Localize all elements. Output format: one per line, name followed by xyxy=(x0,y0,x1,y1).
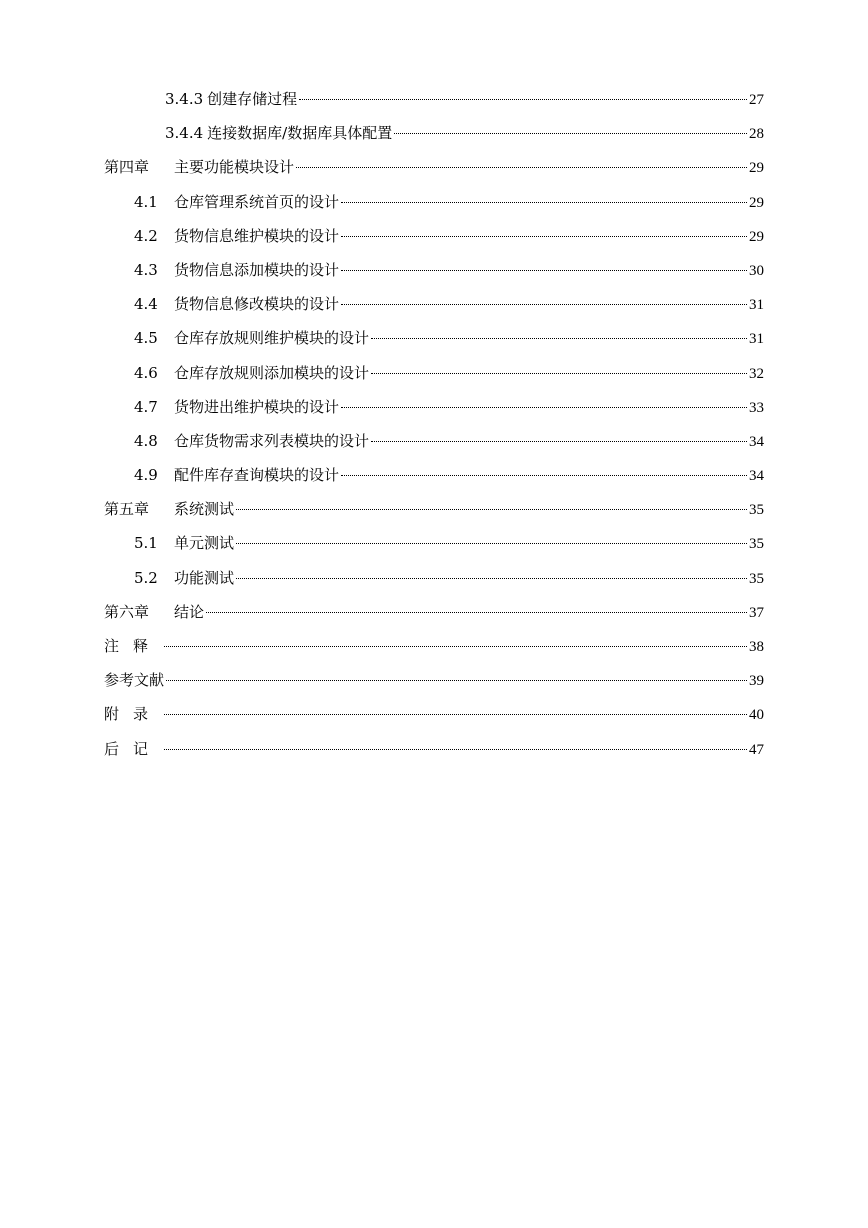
toc-entry-notes[interactable] xyxy=(104,634,764,668)
toc-entry-number: 4.7 xyxy=(134,397,158,416)
dot-leader xyxy=(206,612,747,613)
toc-entry-3-4-4[interactable] xyxy=(104,121,764,155)
toc-entry-4-5[interactable] xyxy=(104,326,764,360)
toc-entry-title: 注释 xyxy=(104,637,163,655)
toc-entry-title: 仓库管理系统首页的设计 xyxy=(174,192,340,211)
toc-entry-title: 连接数据库/数据库具体配置 xyxy=(207,124,393,143)
toc-entry-page: 27 xyxy=(749,92,764,108)
dot-leader xyxy=(371,338,747,339)
toc-entry-title: 结论 xyxy=(174,602,205,621)
toc-entry-number: 5.1 xyxy=(134,534,158,553)
dot-leader xyxy=(299,99,747,100)
toc-entry-number: 第六章 xyxy=(104,602,150,621)
toc-entry-3-4-3[interactable] xyxy=(104,87,764,121)
dot-leader xyxy=(296,167,747,168)
toc-entry-number: 第四章 xyxy=(104,158,150,177)
dot-leader xyxy=(371,373,747,374)
toc-entry-number: 3.4.4 xyxy=(165,124,204,143)
dot-leader xyxy=(341,407,747,408)
table-of-contents xyxy=(104,87,764,771)
toc-entry-number: 4.6 xyxy=(134,363,158,382)
toc-entry-number: 4.4 xyxy=(134,295,158,314)
toc-entry-page: 47 xyxy=(749,741,764,758)
toc-entry-page: 32 xyxy=(749,365,764,382)
toc-entry-title: 仓库存放规则维护模块的设计 xyxy=(174,329,370,348)
dot-leader xyxy=(371,441,747,442)
dot-leader xyxy=(236,543,747,544)
toc-entry-title: 仓库存放规则添加模块的设计 xyxy=(174,363,370,382)
toc-entry-number: 3.4.3 xyxy=(165,90,204,108)
toc-entry-number: 第五章 xyxy=(104,500,150,519)
toc-entry-4-6[interactable] xyxy=(104,361,764,395)
toc-entry-references[interactable] xyxy=(104,668,764,702)
toc-entry-appendix[interactable] xyxy=(104,702,764,736)
toc-entry-chapter-6[interactable] xyxy=(104,600,764,634)
toc-entry-title: 系统测试 xyxy=(174,500,235,519)
toc-entry-4-2[interactable] xyxy=(104,224,764,258)
dot-leader xyxy=(341,236,747,237)
toc-entry-title: 主要功能模块设计 xyxy=(174,158,295,177)
toc-entry-title: 配件库存查询模块的设计 xyxy=(174,466,340,485)
toc-entry-chapter-5[interactable] xyxy=(104,497,764,531)
toc-entry-title: 货物信息维护模块的设计 xyxy=(174,226,340,245)
toc-entry-4-1[interactable] xyxy=(104,190,764,224)
toc-entry-page: 31 xyxy=(749,297,764,314)
toc-entry-page: 29 xyxy=(749,228,764,245)
toc-entry-4-9[interactable] xyxy=(104,463,764,497)
toc-entry-4-4[interactable] xyxy=(104,292,764,326)
dot-leader xyxy=(236,578,747,579)
toc-entry-title: 单元测试 xyxy=(174,534,235,553)
toc-entry-number: 4.2 xyxy=(134,226,158,245)
toc-entry-number: 4.8 xyxy=(134,431,158,450)
dot-leader xyxy=(341,304,747,305)
toc-entry-postscript[interactable] xyxy=(104,737,764,771)
toc-entry-title: 参考文献 xyxy=(104,671,165,690)
toc-entry-number: 5.2 xyxy=(134,568,158,587)
dot-leader xyxy=(236,509,747,510)
toc-entry-4-8[interactable] xyxy=(104,429,764,463)
toc-entry-chapter-4[interactable] xyxy=(104,155,764,189)
toc-entry-page: 31 xyxy=(749,331,764,348)
toc-entry-page: 35 xyxy=(749,502,764,519)
toc-entry-number: 4.1 xyxy=(134,192,158,211)
toc-entry-page: 34 xyxy=(749,433,764,450)
dot-leader xyxy=(341,270,747,271)
toc-entry-title: 货物信息修改模块的设计 xyxy=(174,295,340,314)
toc-entry-4-3[interactable] xyxy=(104,258,764,292)
toc-entry-page: 33 xyxy=(749,399,764,416)
toc-entry-page: 39 xyxy=(749,673,764,690)
toc-entry-number: 4.9 xyxy=(134,466,158,485)
toc-entry-title: 仓库货物需求列表模块的设计 xyxy=(174,431,370,450)
toc-entry-title: 附录 xyxy=(104,705,163,724)
dot-leader xyxy=(166,680,747,681)
toc-entry-page: 38 xyxy=(749,639,764,655)
dot-leader xyxy=(164,714,747,715)
toc-entry-page: 34 xyxy=(749,468,764,485)
toc-entry-number: 4.5 xyxy=(134,329,158,348)
toc-entry-5-1[interactable] xyxy=(104,531,764,565)
toc-entry-page: 35 xyxy=(749,536,764,553)
toc-entry-number: 4.3 xyxy=(134,260,158,279)
toc-entry-title: 后记 xyxy=(104,739,163,758)
toc-entry-5-2[interactable] xyxy=(104,566,764,600)
toc-entry-title: 创建存储过程 xyxy=(207,90,298,108)
toc-entry-title: 货物进出维护模块的设计 xyxy=(174,397,340,416)
dot-leader xyxy=(164,646,747,647)
toc-entry-page: 37 xyxy=(749,604,764,621)
toc-entry-page: 29 xyxy=(749,194,764,211)
dot-leader xyxy=(341,475,747,476)
toc-entry-page: 35 xyxy=(749,570,764,587)
toc-entry-page: 28 xyxy=(749,126,764,143)
dot-leader xyxy=(341,202,747,203)
dot-leader xyxy=(394,133,747,134)
toc-entry-page: 29 xyxy=(749,160,764,177)
toc-entry-4-7[interactable] xyxy=(104,395,764,429)
dot-leader xyxy=(164,749,747,750)
toc-entry-page: 40 xyxy=(749,707,764,724)
toc-entry-title: 功能测试 xyxy=(174,568,235,587)
toc-entry-title: 货物信息添加模块的设计 xyxy=(174,260,340,279)
toc-entry-page: 30 xyxy=(749,262,764,279)
